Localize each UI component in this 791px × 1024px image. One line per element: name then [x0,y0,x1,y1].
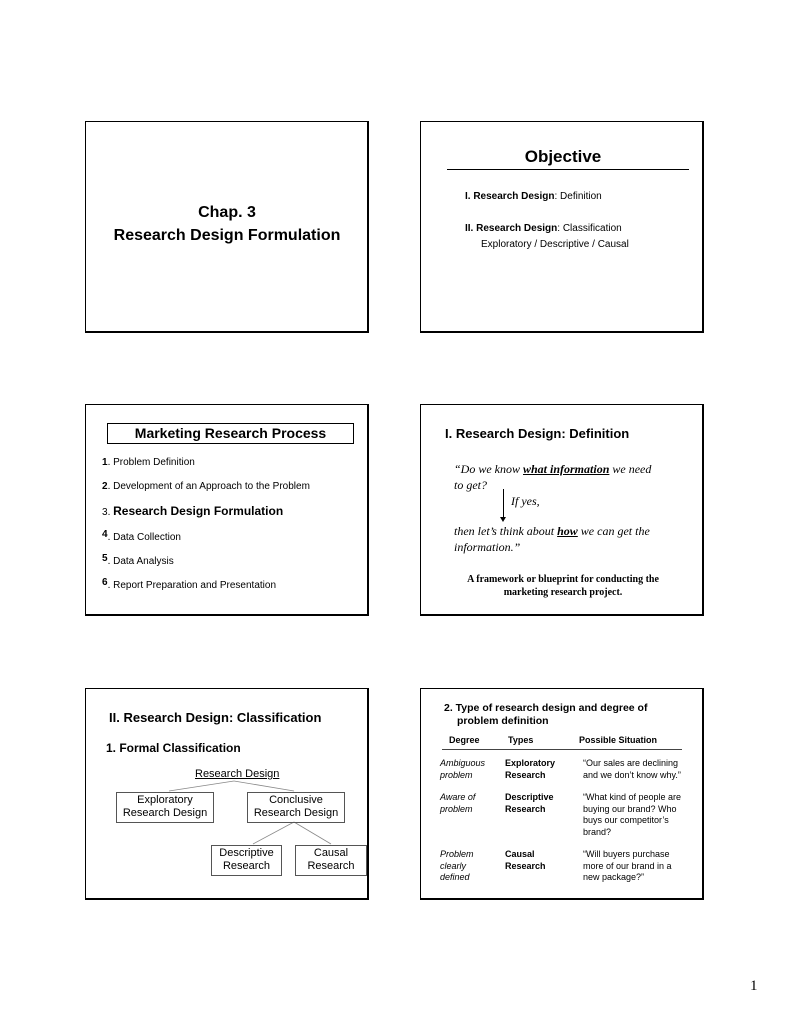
node-label: Descriptive [219,847,274,859]
process-step-2 [102,481,310,492]
cell-line: buying our brand? Who [583,803,677,814]
node-label: Conclusive [269,794,323,806]
step-label: Report Preparation and Presentation [113,580,277,591]
slide-research-process [85,404,369,616]
process-step-1 [102,457,195,468]
step-number: 5 [102,553,108,564]
arrow-head-icon [500,517,506,522]
emphasis: what information [523,462,610,476]
slide-objective [420,121,704,333]
cell-line: Ambiguous [440,758,486,768]
objective-item-2 [465,223,622,234]
column-header-degree: Degree [449,735,480,745]
question-line-3 [454,524,650,539]
cell-line: brand? [583,826,612,837]
item-label: II. Research Design [465,223,558,234]
slide-heading: Marketing Research Process [107,423,354,444]
process-step-5: 5. Data Analysis [102,553,174,567]
cell-line: problem [440,769,473,780]
cell-line: Exploratory [505,758,556,768]
column-header-types: Types [508,735,534,745]
slide-title [85,121,369,333]
cell-line: “Our sales are declining [583,758,679,768]
row-2-situation [583,792,681,838]
node-label: Research [222,860,271,872]
item-text: : Definition [554,191,602,202]
cell-line: problem [440,803,473,814]
cell-line: Research [505,860,546,871]
row-1-situation [583,758,681,781]
emphasis: how [557,524,578,538]
heading-rule [447,169,689,170]
step-number: 1 [102,457,108,468]
cell-line: Problem [440,849,474,859]
step-label: Data Collection [113,532,181,543]
cell-line: Causal [505,849,535,859]
cell-line: Research [505,803,546,814]
row-3-type [505,849,546,872]
text: then let’s think about [454,524,558,538]
question-line-1 [454,462,651,477]
node-conclusive [247,792,345,823]
cell-line: defined [440,872,470,882]
cell-line: Descriptive [505,792,554,802]
row-2-type [505,792,554,815]
definition-line-2: marketing research project. [503,587,623,598]
header-rule [442,749,682,750]
definition-line-1: A framework or blueprint for conducting the [467,574,659,585]
node-label: Exploratory [137,794,193,806]
if-yes-label: If yes, [511,494,540,508]
step-label: . Development of an Approach to the Problem [107,481,310,492]
page-number: 1 [750,978,758,994]
cell-line: buys our competitor’s [583,815,669,825]
slide-heading-1: 2. Type of research design and degree of [444,702,648,714]
objective-item-1 [465,191,602,202]
cell-line: Research [505,769,546,780]
step-number: 2 [102,481,108,492]
tree-root-research-design: Research Design [195,768,280,780]
slide-degree-table [420,688,704,900]
arrow-down-icon [503,489,504,519]
process-step-3: 3. Research Design Formulation [102,504,284,518]
question-line-4: information.” [454,540,521,554]
text: “Do we know [454,462,523,476]
step-label: . Problem Definition [107,457,195,468]
row-2-degree [440,792,475,815]
slide-heading: I. Research Design: Definition [445,426,630,441]
slide-classification [85,688,369,900]
slide-heading: II. Research Design: Classification [109,710,322,725]
slide-definition [420,404,704,616]
cell-line: “Will buyers purchase [583,849,670,859]
node-causal [295,845,367,876]
row-1-type [505,758,555,781]
node-label: Research [307,860,355,872]
step-number: 4 [102,529,108,540]
step-label: Data Analysis [113,556,174,567]
item-text: : Classification [557,223,622,234]
cell-line: clearly [440,860,467,871]
cell-line: “What kind of people are [583,792,682,802]
step-number: 6 [102,577,108,588]
node-label: Causal [313,847,349,859]
objective-item-2-sub: Exploratory / Descriptive / Causal [481,239,629,250]
slide-heading: Objective [524,147,602,166]
node-exploratory [116,792,214,823]
node-label: Research Design [253,807,339,819]
item-label: I. Research Design [465,191,555,202]
node-descriptive [211,845,282,876]
slide-subheading: 1. Formal Classification [106,741,241,755]
row-3-situation [583,849,672,884]
process-step-4: 4. Data Collection [102,529,181,543]
step-number: 3 [102,507,108,518]
row-3-degree [440,849,474,884]
chapter-title: Research Design Formulation [113,227,341,244]
column-header-situation: Possible Situation [579,735,658,745]
row-1-degree [440,758,485,781]
cell-line: Aware of [440,792,476,802]
node-label: Research Design [122,807,208,819]
question-line-2: to get? [454,478,487,492]
cell-line: more of our brand in a [583,860,672,871]
step-label: Research Design Formulation [113,504,284,518]
chapter-number: Chap. 3 [198,204,256,221]
slide-heading-2: problem definition [457,715,549,727]
process-step-6: 6. Report Preparation and Presentation [102,577,277,591]
cell-line: and we don’t know why.” [583,769,681,780]
cell-line: new package?” [583,872,645,882]
text: we need [609,462,652,476]
text: we can get the [577,524,650,538]
